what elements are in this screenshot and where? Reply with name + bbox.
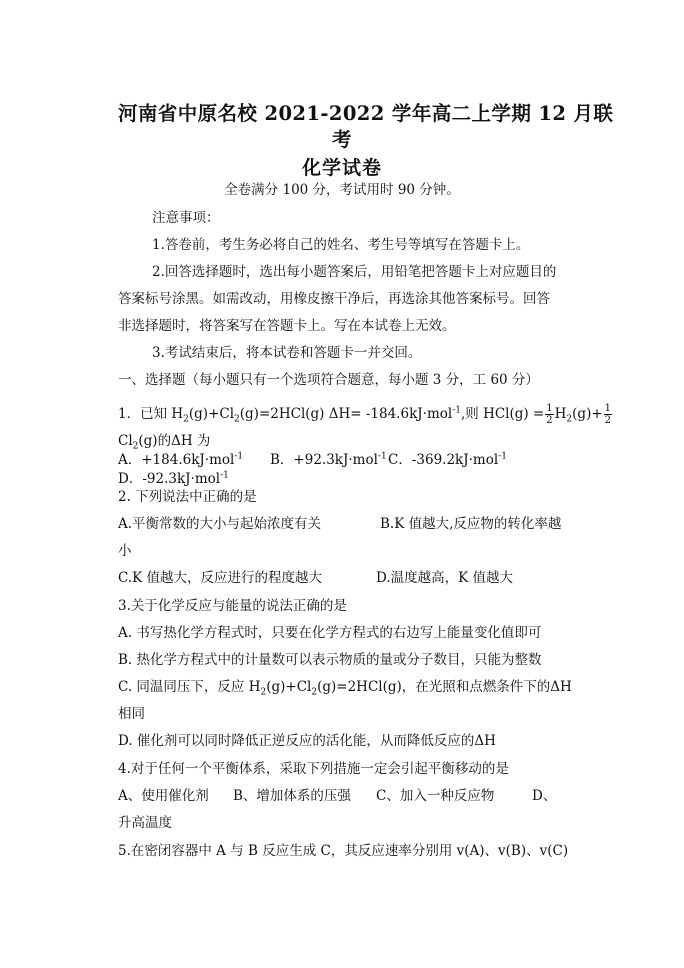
q1-line2-b: (g)的ΔH 为 — [138, 433, 211, 449]
q1-line2-a: Cl — [118, 433, 133, 449]
exam-title-line1: 河南省中原名校 2021-2022 学年高二上学期 12 月联 — [118, 102, 614, 125]
q1-sup: -1 — [498, 451, 507, 462]
q1-option-c-text: C．-369.2kJ·mol — [388, 452, 499, 468]
q4-option-c: C、加入一种反应物 — [376, 788, 495, 804]
notice-item-2b: 答案标号涂黑。如需改动，用橡皮擦干净后，再选涂其他答案标号。回答 — [118, 291, 550, 307]
q2-stem: 2. 下列说法中正确的是 — [118, 489, 257, 505]
exam-subject: 化学试卷 — [301, 157, 382, 179]
q1-option-a — [118, 451, 243, 469]
section1-heading: 一、选择题（每小题只有一个选项符合题意，每小题 3 分，工 60 分） — [118, 372, 539, 388]
exam-title-line2: 考 — [332, 128, 352, 151]
q2-option-a: A.平衡常数的大小与起始浓度有关 — [118, 516, 322, 532]
q1-sup: -1 — [234, 451, 244, 462]
q1-lead: 1．已知 H — [118, 406, 184, 422]
q3-option-c-c: (g)=2HCl(g)，在光照和点燃条件下的ΔH — [317, 679, 572, 695]
notice-item-2a: 2.回答选择题时，选出每小题答案后，用铅笔把答题卡上对应题目的 — [152, 264, 557, 280]
q4-stem: 4.对于任何一个平衡体系，采取下列措施一定会引起平衡移动的是 — [118, 761, 509, 777]
q2-option-b: B.K 值越大,反应物的转化率越 — [380, 516, 562, 532]
q3-option-c-cont: 相同 — [118, 706, 145, 722]
notice-item-3: 3.考试结束后，将本试卷和答题卡一并交回。 — [152, 345, 422, 361]
q1-eq-part4: H — [554, 406, 567, 422]
q1-option-b-text: B．+92.3kJ·mol — [270, 452, 378, 468]
q3-option-c — [118, 678, 572, 696]
fraction-numerator: 1 — [546, 403, 553, 414]
q3-sub: 2 — [311, 687, 318, 698]
q4-option-d: D、 — [532, 788, 557, 804]
fraction-half — [604, 403, 612, 426]
q1-option-d-text: D．-92.3kJ·mol — [118, 471, 221, 487]
q1-option-b — [270, 451, 387, 469]
q3-option-d: D. 催化剂可以同时降低正逆反应的活化能，从而降低反应的ΔH — [118, 733, 496, 749]
q1-option-d — [118, 470, 229, 488]
notice-item-2c: 非选择题时，将答案写在答题卡上。写在本试卷上无效。 — [118, 318, 456, 334]
q1-sup: -1 — [220, 470, 229, 481]
score-info: 全卷满分 100 分，考试用时 90 分钟。 — [224, 182, 460, 198]
fraction-denominator: 2 — [546, 415, 553, 426]
q1-sup: -1 — [377, 451, 387, 462]
q3-sub: 2 — [260, 687, 267, 698]
q2-option-d: D.温度越高，K 值越大 — [376, 570, 514, 586]
q3-option-b: B. 热化学方程式中的计量数可以表示物质的量或分子数目，只能为整数 — [118, 652, 542, 668]
q1-sub: 2 — [132, 441, 139, 452]
q4-option-d-cont: 升高温度 — [118, 815, 172, 831]
q1-stem-line2 — [118, 432, 210, 450]
q3-option-c-a: C. 同温同压下，反应 H — [118, 679, 261, 695]
fraction-numerator: 1 — [604, 403, 612, 414]
q1-sup: -1 — [452, 405, 461, 416]
q2-option-c: C.K 值越大，反应进行的程度越大 — [118, 570, 323, 586]
q4-option-b: B、增加体系的压强 — [233, 788, 351, 804]
q3-stem: 3.关于化学反应与能量的说法正确的是 — [118, 598, 347, 614]
q1-eq-part2: (g)=2HCl(g) ΔH= -184.6kJ·mol — [239, 406, 453, 422]
q1-stem — [118, 403, 613, 426]
notice-item-1: 1.答卷前，考生务必将自己的姓名、考生号等填写在答题卡上。 — [152, 237, 530, 253]
fraction-half — [545, 403, 553, 426]
q1-option-a-text: A．+184.6kJ·mol — [118, 452, 235, 468]
q5-stem: 5.在密闭容器中 A 与 B 反应生成 C，其反应速率分别用 v(A)、v(B)、v(C) — [118, 843, 569, 859]
q1-sub: 2 — [234, 414, 240, 425]
notice-heading: 注意事项： — [152, 210, 220, 226]
fraction-denominator: 2 — [604, 415, 612, 426]
q1-eq-part5: (g)+ — [572, 406, 603, 422]
q1-option-c — [388, 451, 507, 469]
q3-option-c-b: (g)+Cl — [266, 679, 312, 695]
q2-option-b-cont: 小 — [118, 543, 132, 559]
q1-eq-part1: (g)+Cl — [188, 406, 235, 422]
q1-eq-part3: ,则 HCl(g) = — [460, 406, 545, 422]
q1-sub: 2 — [566, 414, 573, 425]
q3-option-a: A. 书写热化学方程式时，只要在化学方程式的右边写上能量变化值即可 — [118, 625, 542, 641]
q4-option-a: A、使用催化剂 — [118, 788, 209, 804]
q1-sub: 2 — [183, 414, 189, 425]
